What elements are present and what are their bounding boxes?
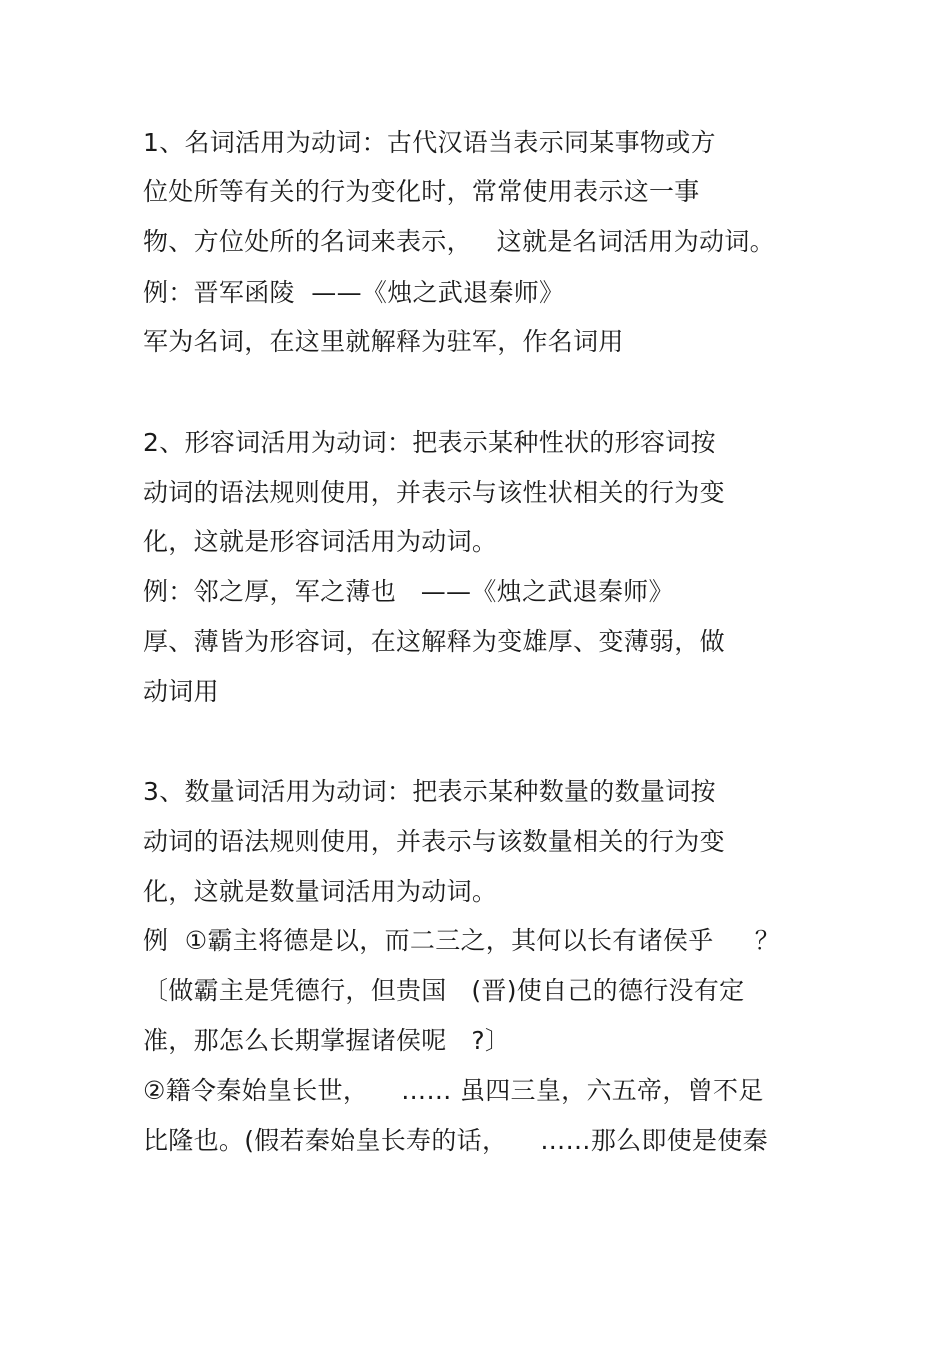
text-line: 动词的语法规则使用，并表示与该数量相关的行为变 <box>143 827 725 856</box>
text-line: 厚、薄皆为形容词，在这解释为变雄厚、变薄弱，做 <box>143 627 725 656</box>
text-line: 准，那怎么长期掌握诸侯呢 ?〕 <box>143 1026 511 1055</box>
text-line: 例：邻之厚，军之薄也 ——《烛之武退秦师》 <box>143 577 674 606</box>
text-line: 动词用 <box>143 677 219 706</box>
text-line: 化，这就是形容词活用为动词。 <box>143 527 498 556</box>
text-line: 位处所等有关的行为变化时，常常使用表示这一事 <box>143 177 700 206</box>
text-line: 军为名词，在这里就解释为驻军，作名词用 <box>143 327 624 356</box>
text-line: 2、形容词活用为动词：把表示某种性状的形容词按 <box>143 428 716 457</box>
text-line: 1、名词活用为动词：古代汉语当表示同某事物或方 <box>143 128 716 157</box>
text-line: 物、方位处所的名词来表示， 这就是名词活用为动词。 <box>143 227 775 256</box>
text-line: 化，这就是数量词活用为动词。 <box>143 877 498 906</box>
text-line: ②籍令秦始皇长世， …… 虽四三皇，六五帝，曾不足 <box>143 1076 764 1105</box>
text-line: 例 ①霸主将德是以，而二三之，其何以长有诸侯乎 ？ <box>143 926 781 955</box>
text-line: 动词的语法规则使用，并表示与该性状相关的行为变 <box>143 478 725 507</box>
text-line: 例：晋军函陵 ——《烛之武退秦师》 <box>143 278 565 307</box>
text-line: 比隆也。(假若秦始皇长寿的话， ……那么即使是使秦 <box>143 1126 768 1155</box>
text-line: 3、数量词活用为动词：把表示某种数量的数量词按 <box>143 777 716 806</box>
text-line: 〔做霸主是凭德行，但贵国 (晋)使自己的德行没有定 <box>143 976 745 1005</box>
